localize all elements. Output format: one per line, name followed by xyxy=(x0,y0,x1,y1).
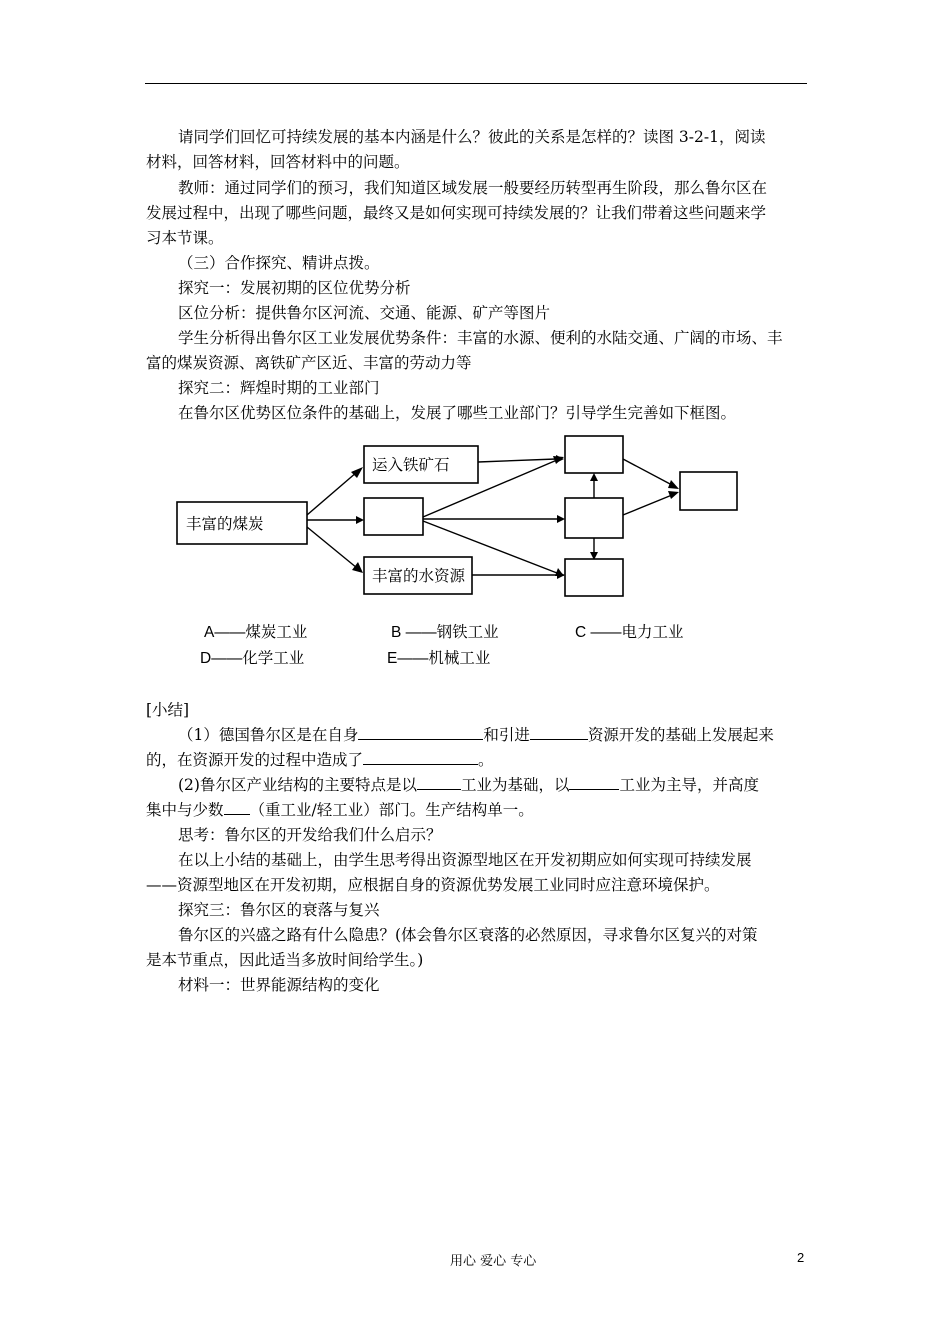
fill-blank[interactable] xyxy=(530,724,588,740)
paragraph-line: 鲁尔区的兴盛之路有什么隐患？(体会鲁尔区衰落的必然原因，寻求鲁尔区复兴的对策 xyxy=(178,926,758,944)
arrow-top-to-right xyxy=(623,459,672,485)
page-number: 2 xyxy=(797,1250,805,1265)
arrowhead xyxy=(352,562,363,573)
inquiry-heading: 探究一：发展初期的区位优势分析 xyxy=(178,279,411,297)
paragraph-line: 是本节重点，因此适当多放时间给学生。) xyxy=(146,951,424,969)
legend-e: E——机械工业 xyxy=(387,649,491,667)
box-blank-right xyxy=(680,472,737,510)
arrow-coal-to-water xyxy=(307,527,357,568)
paragraph-line: ——资源型地区在开发初期，应根据自身的资源优势发展工业同时应注意环境保护。 xyxy=(146,876,720,894)
paragraph-line: 发展过程中，出现了哪些问题，最终又是如何实现可持续发展的？让我们带着这些问题来学 xyxy=(146,204,767,222)
inquiry-heading: 探究二：辉煌时期的工业部门 xyxy=(178,379,380,397)
arrowhead xyxy=(668,480,679,489)
fill-blank[interactable] xyxy=(224,799,250,815)
arrow-mid-to-right xyxy=(623,495,672,515)
summary-item-2-cont: 集中与少数 （重工业/轻工业）部门。生产结构单一。 xyxy=(146,801,534,819)
arrowhead xyxy=(668,491,679,499)
paragraph-line: 学生分析得出鲁尔区工业发展优势条件：丰富的水源、便利的水陆交通、广阔的市场、丰 xyxy=(178,329,783,347)
fill-blank[interactable] xyxy=(363,749,478,765)
paragraph-line: 习本节课。 xyxy=(146,229,224,247)
industry-flow-diagram xyxy=(0,0,950,620)
paragraph-line: 教师：通过同学们的预习，我们知道区域发展一般要经历转型再生阶段，那么鲁尔区在 xyxy=(178,179,768,197)
fill-blank[interactable] xyxy=(358,724,483,740)
arrowhead xyxy=(356,516,364,524)
summary-item-2: (2)鲁尔区产业结构的主要特点是以 工业为基础，以 工业为主导，并高度 xyxy=(178,776,759,794)
fill-blank[interactable] xyxy=(417,774,461,790)
paragraph-line: 在以上小结的基础上，由学生思考得出资源型地区在开发初期应如何实现可持续发展 xyxy=(178,851,752,869)
legend-c: C ——电力工业 xyxy=(575,623,684,641)
arrow-coal-to-iron xyxy=(307,472,357,515)
legend-a: A——煤炭工业 xyxy=(204,623,308,641)
inquiry-heading: 探究三：鲁尔区的衰落与复兴 xyxy=(178,901,380,919)
box-blank-top xyxy=(565,436,623,473)
box-rich-coal-label: 丰富的煤炭 xyxy=(186,515,264,533)
think-question: 思考：鲁尔区的开发给我们什么启示？ xyxy=(178,826,442,844)
box-blank-1 xyxy=(364,498,423,535)
paragraph-line: 材料，回答材料，回答材料中的问题。 xyxy=(146,153,410,171)
arrowhead xyxy=(590,473,598,481)
box-import-iron-ore-label: 运入铁矿石 xyxy=(372,456,450,474)
paragraph-line: 请同学们回忆可持续发展的基本内涵是什么？彼此的关系是怎样的？读图 3-2-1，阅读 xyxy=(178,128,766,146)
summary-item-1: （1）德国鲁尔区是在自身 和引进 资源开发的基础上发展起来 xyxy=(178,726,774,744)
material-heading: 材料一：世界能源结构的变化 xyxy=(178,976,380,994)
legend-d: D——化学工业 xyxy=(200,649,305,667)
legend-b: B ——钢铁工业 xyxy=(391,623,499,641)
footer-motto: 用心 爱心 专心 xyxy=(450,1254,537,1269)
arrow-iron-to-top xyxy=(478,459,556,462)
summary-heading: [小结] xyxy=(146,701,190,719)
section-heading: （三）合作探究、精讲点拨。 xyxy=(178,254,380,272)
paragraph-line: 富的煤炭资源、离铁矿产区近、丰富的劳动力等 xyxy=(146,354,472,372)
fill-blank[interactable] xyxy=(569,774,619,790)
paragraph-line: 区位分析：提供鲁尔区河流、交通、能源、矿产等图片 xyxy=(178,304,551,322)
box-rich-water-label: 丰富的水资源 xyxy=(372,567,466,585)
summary-item-1-cont: 的，在资源开发的过程中造成了 。 xyxy=(146,751,494,769)
paragraph-line: 在鲁尔区优势区位条件的基础上，发展了哪些工业部门？引导学生完善如下框图。 xyxy=(178,404,737,422)
arrowhead xyxy=(553,456,564,464)
box-blank-middle xyxy=(565,498,623,538)
arrowhead xyxy=(557,515,565,523)
box-blank-bottom xyxy=(565,559,623,596)
